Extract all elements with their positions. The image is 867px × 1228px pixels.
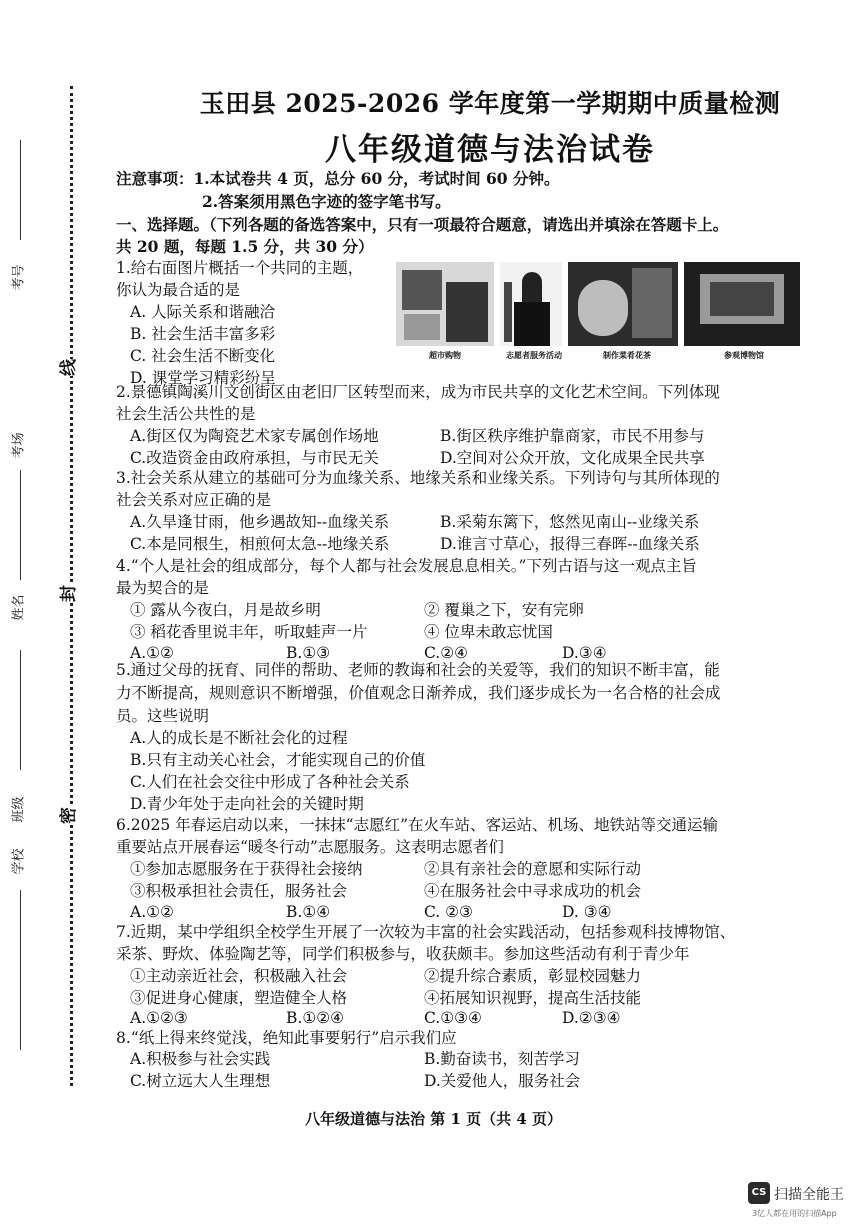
q2-option-d: D.空间对公众开放，文化成果全民共享 — [440, 449, 705, 467]
q8-option-b: B.勤奋读书，刻苦学习 — [424, 1050, 580, 1068]
q3-option-d: D.谁言寸草心，报得三春晖--血缘关系 — [440, 535, 700, 553]
caption-volunteer: 志愿者服务活动 — [506, 350, 562, 360]
q3-stem-1: 3.社会关系从建立的基础可分为血缘关系、地缘关系和业缘关系。下列诗句与其所体现的 — [116, 469, 720, 487]
q6-option-d: D. ③④ — [562, 903, 612, 921]
q4-item-1: ① 露从今夜白，月是故乡明 — [130, 601, 321, 619]
notes-line2: 2.答案须用黑色字迹的签字笔书写。 — [202, 192, 451, 211]
q3-option-a: A.久旱逢甘雨，他乡遇故知--血缘关系 — [130, 513, 390, 531]
q4-item-4: ④ 位卑未敢忘忧国 — [424, 623, 553, 641]
q7-option-c: C.①③④ — [424, 1009, 482, 1027]
q6-item-2: ②具有亲社会的意愿和实际行动 — [424, 860, 642, 878]
q7-item-1: ①主动亲近社会，积极融入社会 — [130, 967, 348, 985]
q5-option-b: B.只有主动关心社会，才能实现自己的价值 — [130, 751, 426, 769]
watermark-tagline: 3亿人都在用的扫描App — [752, 1209, 837, 1218]
q4-option-c: C.②④ — [424, 644, 469, 662]
q6-option-a: A.①② — [130, 903, 174, 921]
caption-museum: 参观博物馆 — [724, 350, 764, 360]
q4-option-d: D.③④ — [562, 644, 607, 662]
blank-exam-room — [20, 470, 21, 580]
q2-stem-1: 2.景德镇陶溪川文创街区由老旧厂区转型而来，成为市民共享的文化艺术空间。下列体现 — [116, 383, 720, 401]
q4-item-2: ② 覆巢之下，安有完卵 — [424, 601, 584, 619]
q6-item-4: ④在服务社会中寻求成功的机会 — [424, 882, 642, 900]
caption-supermarket: 超市购物 — [429, 350, 461, 360]
exam-subject-title: 八年级道德与法治试卷 — [325, 132, 655, 168]
section1-scoring: 共 20 题，每题 1.5 分，共 30 分） — [116, 237, 374, 256]
q7-item-4: ④拓展知识视野，提高生活技能 — [424, 989, 642, 1007]
q6-item-3: ③积极承担社会责任，服务社会 — [130, 882, 348, 900]
q7-item-3: ③促进身心健康，塑造健全人格 — [130, 989, 348, 1007]
side-label-exam-room: 考场 — [11, 432, 27, 459]
binding-char-secret: 密 — [51, 807, 82, 824]
q7-stem-1: 7.近期，某中学组织全校学生开展了一次较为丰富的社会实践活动，包括参观科技博物馆、 — [116, 923, 736, 941]
q4-stem-2: 最为契合的是 — [116, 579, 210, 597]
q4-stem-1: 4.“个人是社会的组成部分，每个人都与社会发展息息相关。”下列古语与这一观点主旨 — [116, 557, 697, 575]
watermark-app-name: 扫描全能王 — [774, 1187, 844, 1203]
q1-option-d: D. 课堂学习精彩纷呈 — [130, 369, 276, 387]
q3-option-b: B.采菊东篱下，悠然见南山--业缘关系 — [440, 513, 700, 531]
q2-option-c: C.改造资金由政府承担，与市民无关 — [130, 449, 379, 467]
q6-item-1: ①参加志愿服务在于获得社会接纳 — [130, 860, 363, 878]
q6-stem-1: 6.2025 年春运启动以来，一抹抹“志愿红”在火车站、客运站、机场、地铁站等交通运输 — [116, 816, 719, 834]
camscanner-logo-icon: CS — [748, 1182, 770, 1204]
q7-stem-2: 采茶、野炊、体验陶艺等，同学们积极参与，收获颇丰。参加这些活动有利于青少年 — [116, 945, 690, 963]
exam-title: 玉田县 2025-2026 学年度第一学期期中质量检测 — [199, 89, 781, 118]
tea-making-photo — [568, 262, 678, 346]
side-label-name: 姓名 — [11, 594, 27, 621]
side-label-class: 班级 — [11, 796, 27, 823]
q8-stem: 8.“纸上得来终觉浅，绝知此事要躬行”启示我们应 — [116, 1029, 457, 1047]
blank-name — [20, 650, 21, 770]
q2-stem-2: 社会生活公共性的是 — [116, 405, 256, 423]
volunteer-photo — [500, 262, 562, 346]
section1-instructions: 一、选择题。（下列各题的备选答案中，只有一项最符合题意，请选出并填涂在答题卡上。 — [116, 215, 729, 234]
side-label-school: 学校 — [11, 848, 27, 875]
q5-stem-2: 力不断提高，规则意识不断增强，价值观念日渐养成，我们逐步成长为一名合格的社会成 — [116, 684, 721, 702]
side-label-exam-number: 考号 — [11, 264, 27, 291]
q4-item-3: ③ 稻花香里说丰年，听取蛙声一片 — [130, 623, 368, 641]
q5-option-c: C.人们在社会交往中形成了各种社会关系 — [130, 773, 410, 791]
q6-option-b: B.①④ — [286, 903, 331, 921]
q1-option-b: B. 社会生活丰富多彩 — [130, 325, 276, 343]
q5-option-a: A.人的成长是不断社会化的过程 — [130, 729, 348, 747]
q7-option-b: B.①②④ — [286, 1009, 345, 1027]
q8-option-a: A.积极参与社会实践 — [130, 1050, 271, 1068]
q7-option-d: D.②③④ — [562, 1009, 621, 1027]
q4-option-a: A.①② — [130, 644, 174, 662]
supermarket-photo — [396, 262, 494, 346]
blank-school — [20, 890, 21, 1050]
q2-option-a: A.街区仅为陶瓷艺术家专属创作场地 — [130, 427, 379, 445]
q1-option-a: A. 人际关系和谐融洽 — [130, 303, 276, 321]
caption-tea-making: 制作菜肴花茶 — [603, 350, 651, 360]
q3-option-c: C.本是同根生，相煎何太急--地缘关系 — [130, 535, 390, 553]
blank-exam-number — [20, 140, 21, 240]
q8-option-d: D.关爱他人，服务社会 — [424, 1072, 581, 1090]
binding-char-line: 线 — [51, 359, 82, 376]
q8-option-c: C.树立远大人生理想 — [130, 1072, 271, 1090]
museum-photo — [684, 262, 800, 346]
binding-char-seal: 封 — [51, 585, 82, 602]
q1-image-strip — [396, 262, 800, 366]
notes-line1: 注意事项：1.本试卷共 4 页，总分 60 分，考试时间 60 分钟。 — [116, 169, 560, 188]
q6-stem-2: 重要站点开展春运“暖冬行动”志愿服务。这表明志愿者们 — [116, 838, 504, 856]
q3-stem-2: 社会关系对应正确的是 — [116, 491, 272, 509]
q1-stem-1: 1.给右面图片概括一个共同的主题， — [116, 259, 364, 277]
q1-stem-2: 你认为最合适的是 — [116, 281, 241, 299]
q6-option-c: C. ②③ — [424, 903, 473, 921]
q7-item-2: ②提升综合素质，彰显校园魅力 — [424, 967, 642, 985]
q7-option-a: A.①②③ — [130, 1009, 188, 1027]
q1-option-c: C. 社会生活不断变化 — [130, 347, 276, 365]
q5-stem-1: 5.通过父母的抚育、同伴的帮助、老师的教诲和社会的关爱等，我们的知识不断丰富，能 — [116, 661, 720, 679]
page-footer: 八年级道德与法治 第 1 页（共 4 页） — [305, 1110, 562, 1128]
q2-option-b: B.街区秩序维护靠商家，市民不用参与 — [440, 427, 705, 445]
q4-option-b: B.①③ — [286, 644, 331, 662]
q5-option-d: D.青少年处于走向社会的关键时期 — [130, 795, 364, 813]
q5-stem-3: 员。这些说明 — [116, 707, 210, 725]
